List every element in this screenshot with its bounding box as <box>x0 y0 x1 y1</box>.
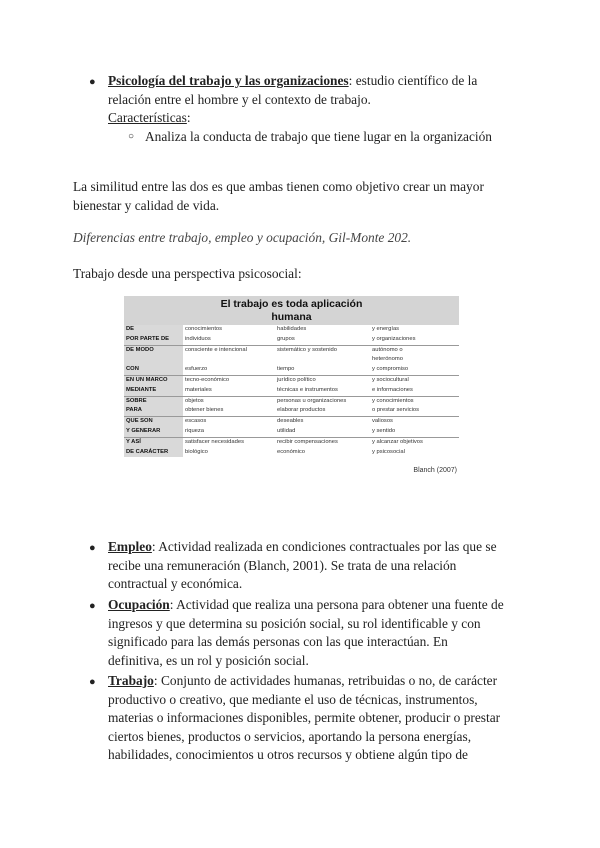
definition-line <box>108 596 583 615</box>
definition-line: recibe una remuneración (Blanch, 2001). Se trata de una relación <box>108 557 457 573</box>
definition-line <box>108 538 583 557</box>
definition-line: materias o informaciones disponibles, permite obtener, producir o prestar <box>108 710 501 725</box>
table-cell: jurídico político <box>277 376 316 383</box>
similarity-line-2: bienestar y calidad de vida. <box>73 197 220 213</box>
definition-line: definitiva, es un rol y posición social. <box>108 652 309 668</box>
table-cell: y sentido <box>372 427 396 434</box>
table-cell: CON <box>124 365 183 375</box>
table-cell: DE CARÁCTER <box>124 448 183 458</box>
table-cell: satisfacer necesidades <box>185 438 244 445</box>
intro-term: Psicología del trabajo y las organizaciones <box>108 73 349 88</box>
characteristics-label: Características <box>108 110 187 125</box>
bullet-dot: ● <box>89 76 96 88</box>
table-cell: QUE SON <box>124 417 183 427</box>
table-cell: valiosos <box>372 418 393 425</box>
definition-text: : Actividad que realiza una persona para obtener una fuente de <box>169 597 504 612</box>
table-cell: y compromiso <box>372 366 409 373</box>
work-definition-table <box>124 296 459 480</box>
table-cell: materiales <box>185 386 212 393</box>
definition-line: productivo o creativo, que mediante el uso de técnicas, instrumentos, <box>108 691 478 707</box>
sub-item: Analiza la conducta de trabajo que tiene lugar en la organización <box>145 129 493 144</box>
table-cell: deseables <box>277 418 304 425</box>
table-cell: elaborar productos <box>277 407 326 414</box>
table-cell: conocimientos <box>185 326 223 332</box>
table-cell: habilidades <box>277 326 307 332</box>
definition-text: : Actividad realizada en condiciones contractuales por las que se <box>151 539 497 554</box>
definition-term: Empleo <box>108 539 152 554</box>
differences-heading: Diferencias entre trabajo, empleo y ocupación, Gil-Monte 202. <box>73 230 412 245</box>
definition-term: Ocupación <box>108 597 170 612</box>
table-cell: EN UN MARCO <box>124 376 183 386</box>
table-cell: DE <box>124 325 183 335</box>
psychosocial-label: Trabajo desde una perspectiva psicosocial: <box>73 266 302 281</box>
intro-bullet <box>108 72 578 128</box>
table-row <box>124 396 459 407</box>
definition-item <box>108 672 583 765</box>
table-row <box>124 355 459 365</box>
table-cell: económico <box>277 448 306 455</box>
table-cell: y psicosocial <box>372 448 405 455</box>
table-cell: Y GENERAR <box>124 427 183 437</box>
table-source: Blanch (2007) <box>413 467 457 474</box>
table-cell: e informaciones <box>372 386 413 393</box>
table-row <box>124 427 459 437</box>
table-cell <box>275 355 370 365</box>
table-cell: biológico <box>185 448 208 455</box>
definition-line: ingresos y que determina su posición social, su rol identificable y con <box>108 615 481 631</box>
table-row <box>124 448 459 458</box>
similarity-paragraph <box>73 178 573 215</box>
intro-definition-1: : estudio científico de la <box>348 73 478 88</box>
table-cell: tiempo <box>277 366 295 373</box>
table-row <box>124 375 459 386</box>
table-cell: utilidad <box>277 427 296 434</box>
table-cell: POR PARTE DE <box>124 335 183 345</box>
table-cell: recibir compensaciones <box>277 438 338 445</box>
table-row <box>124 416 459 427</box>
bullet-dot: ● <box>89 676 96 688</box>
table-cell: SOBRE <box>124 397 183 407</box>
definition-line: habilidades, conocimientos u otros recursos y obtiene algún tipo de <box>108 747 468 762</box>
similarity-line-1: La similitud entre las dos es que ambas tienen como objetivo crear un mayor <box>73 179 484 194</box>
definition-term: Trabajo <box>108 673 154 688</box>
definition-item <box>108 538 583 594</box>
table-cell: MEDIANTE <box>124 386 183 396</box>
table-cell: objetos <box>185 397 204 404</box>
table-cell: y conocimientos <box>372 397 414 404</box>
table-row <box>124 437 459 448</box>
table-cell: Y ASÍ <box>124 438 183 448</box>
characteristics-colon: : <box>186 110 191 125</box>
table-title-line-1: El trabajo es toda aplicación <box>220 298 363 310</box>
definition-line: significado para las demás personas con las que interactúan. En <box>108 634 448 649</box>
table-cell: riqueza <box>185 427 205 434</box>
bullet-dot: ● <box>89 542 96 554</box>
table-cell: heterónomo <box>372 356 403 363</box>
table-cell: esfuerzo <box>185 366 208 373</box>
table-cell: personas u organizaciones <box>277 397 347 404</box>
table-cell: y energías <box>372 326 400 332</box>
table-row <box>124 335 459 345</box>
table-body <box>124 325 459 457</box>
definition-item <box>108 596 583 670</box>
table-cell: o prestar servicios <box>372 407 420 414</box>
table-cell: grupos <box>277 335 295 342</box>
table-cell: tecno-económico <box>185 376 230 383</box>
table-cell: DE MODO <box>124 346 183 356</box>
table-title <box>124 296 459 325</box>
table-cell: y sociocultural <box>372 376 409 383</box>
table-cell <box>124 355 183 365</box>
definition-text: : Conjunto de actividades humanas, retribuidas o no, de carácter <box>153 673 498 688</box>
table-cell: autónomo o <box>372 346 403 353</box>
table-cell: y alcanzar objetivos <box>372 438 423 445</box>
table-cell: obtener bienes <box>185 407 224 414</box>
table-cell: individuos <box>185 335 211 342</box>
table-cell: consciente e intencional <box>185 346 247 353</box>
table-row <box>124 345 459 356</box>
table-cell <box>183 355 275 365</box>
definition-line: ciertos bienes, productos o servicios, aportando la persona energías, <box>108 728 472 744</box>
table-row <box>124 386 459 396</box>
table-row <box>124 325 459 335</box>
table-cell: y organizaciones <box>372 335 416 342</box>
intro-line-1 <box>108 72 578 91</box>
table-cell: sistemático y sostenido <box>277 346 337 353</box>
bullet-dot: ● <box>89 600 96 612</box>
definition-line: contractual y económica. <box>108 576 243 591</box>
table-title-line-2: humana <box>271 310 312 323</box>
characteristics-line <box>108 109 578 128</box>
table-cell: técnicas e instrumentos <box>277 386 338 393</box>
table-cell: escasos <box>185 418 207 425</box>
definition-line <box>108 672 583 691</box>
table-row <box>124 406 459 416</box>
table-row <box>124 365 459 375</box>
sub-bullet-circle: ○ <box>128 131 135 142</box>
intro-definition-2: relación entre el hombre y el contexto de trabajo. <box>108 91 371 107</box>
table-cell: PARA <box>124 406 183 416</box>
